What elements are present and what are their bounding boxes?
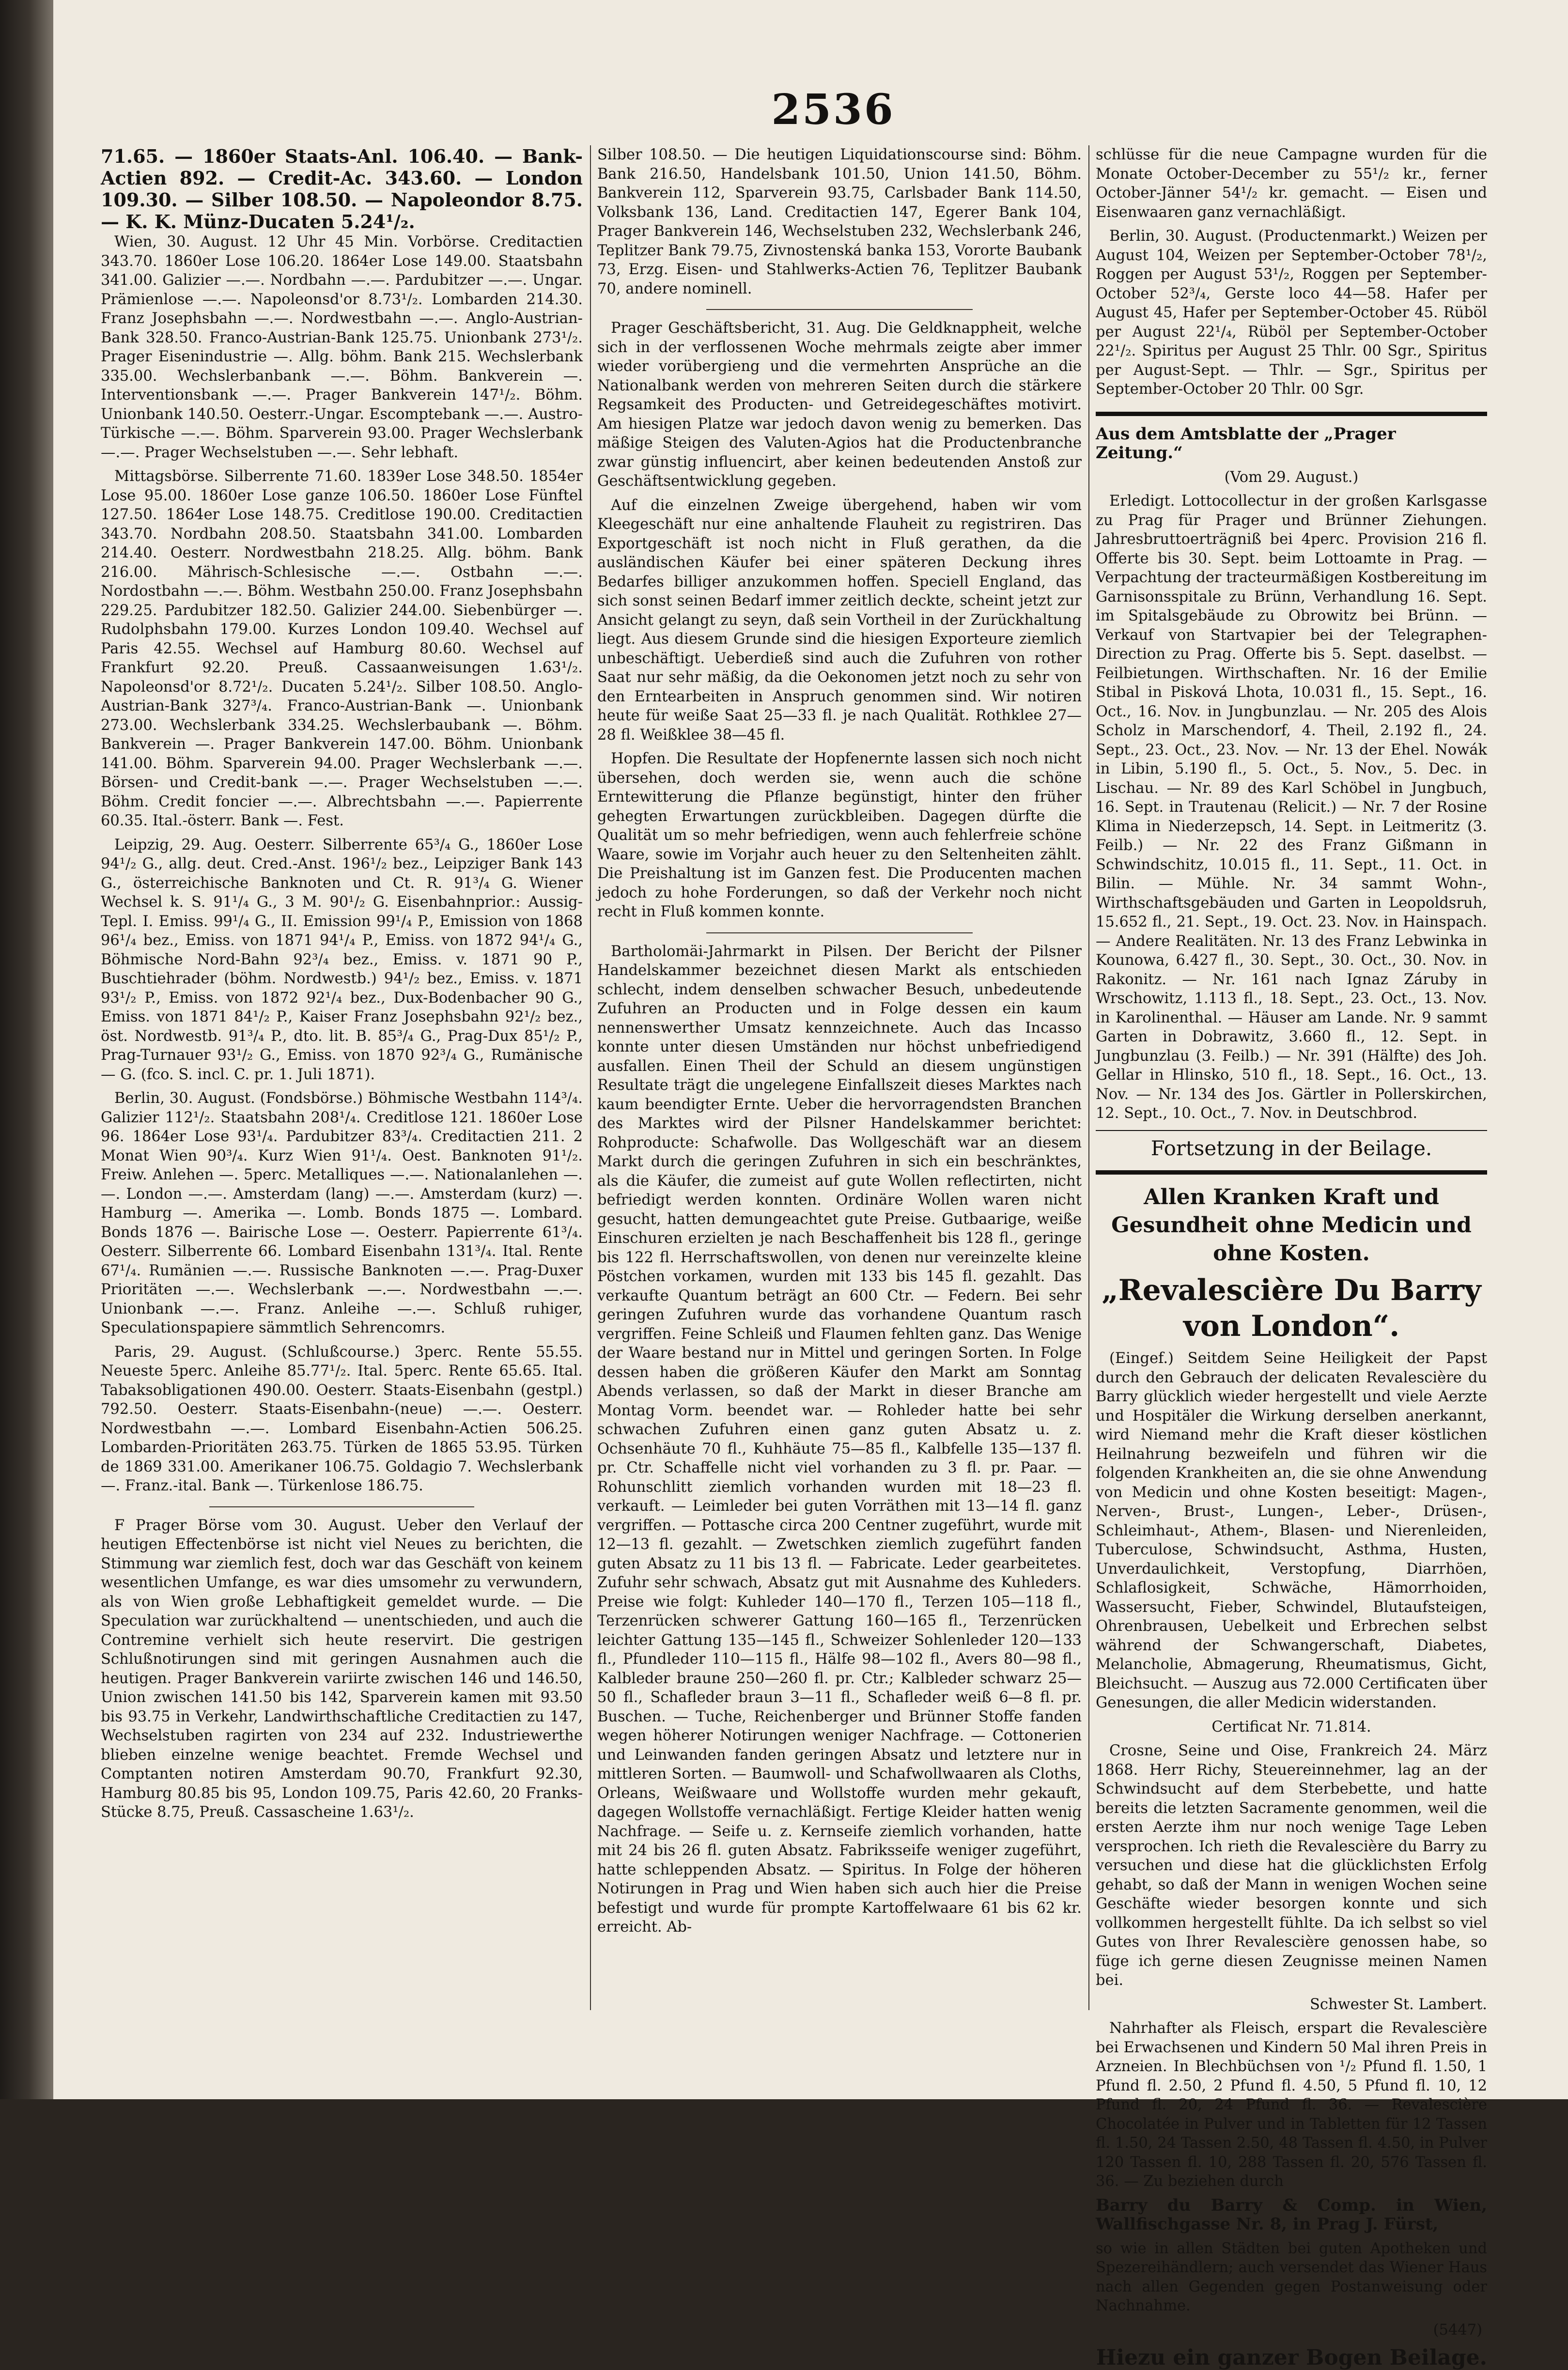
berlin-report: Berlin, 30. August. (Fondsbörse.) Böhmische Westbahn 114³/₄. Galizier 112¹/₂. Staatsbahn 208¹/₄. Creditlose 121. 1860er Lose 96. 1864er Lose 93¹/₄. Pardubitzer 83³/₄. Creditactien 211. 2 Monat Wien 90³/₄. Kurz Wien 91¹/₄. Oest. Banknoten 91¹/₂. Freiw. Anlehen —. 5perc. Metalliques —.—. Nationalanlehen —.—. London —.—. Amsterdam (lang) —.—. Amsterdam (kurz) —. Hamburg —. Amerika —. Lomb. Bonds 1875 —. Lombard. Bonds 1876 —. Bairische Lose —. Oesterr. Papierrente 61³/₄. Oesterr. Silberrente 66. Lombard Eisenbahn 131³/₄. Ital. Rente 67¹/₄. Rumänien —.—. Russische Banknoten —.—. Prag-Duxer Prioritäten —.—. Wechslerbank —.—. Nordwestbahn —.—. Unionbank —.—. Franz. Anleihe —.—. Schluß ruhiger, Speculationspapiere sämmtlich Sehrencomrs. [101,1090,583,1336]
continuation-note: Fortsetzung in der Beilage. [1150,1136,1432,1160]
advertisement-title: „Revalescière Du Barry von London“. [1102,1273,1481,1343]
prague-business-report: Prager Geschäftsbericht, 31. Aug. Die Geldknappheit, welche sich in der verflossenen Woche mehrmals zeigte aber immer wieder vorübergieng und die vermehrten Ansprüche an die Nationalbank werden von mehreren Seiten durch die stärkere Regsamkeit des Producten- und Getreidegeschäftes motivirt. Am hiesigen Platze war jedoch davon wenig zu bemerken. Das mäßige Steigen des Valuten-Agios hat die Productenbranche zwar günstig influencirt, aber keinen bedeutenden Anstoß zur Geschäftsentwicklung gegeben. [597,320,1082,490]
advertisement-certificate: Certificat Nr. 71.814. [1211,1718,1371,1735]
leipzig-report: Leipzig, 29. Aug. Oesterr. Silberrente 65³/₄ G., 1860er Lose 94¹/₂ G., allg. deut. Cred.-Anst. 196¹/₂ bez., Leipziger Bank 143 G., österreichische Banknoten und Ct. R. 91³/₄ G. Wiener Wechsel k. S. 91¹/₄ G., 3 M. 90¹/₂ G. Eisenbahnprior.: Aussig-Tepl. I. Emiss. 99¹/₄ G., II. Emission 99¹/₄ P., Emission von 1868 96¹/₄ bez., Emiss. von 1871 94¹/₄ P., Emiss. von 1872 94¹/₄ G., Böhmische Nord-Bahn 92³/₄ bez., Emiss. v. 1871 90 P., Buschtiehrader (böhm. Nordwestb.) 94¹/₂ bez., Emiss. v. 1871 93¹/₂ P., Emiss. von 1872 92¹/₄ bez., Dux-Bodenbacher 90 G., Emiss. von 1871 84¹/₂ P., Kaiser Franz Josephsbahn 92¹/₂ bez., öst. Nordwestb. 91³/₄ P., dto. lit. B. 85³/₄ G., Prag-Dux 85¹/₂ P., Prag-Turnauer 93¹/₂ G., Emiss. von 1870 92³/₄ G., Rumänische — G. (fco. S. incl. C. pr. 1. Juli 1871). [101,836,583,1083]
section-divider [1096,1130,1487,1131]
liquidation-rates: Silber 108.50. — Die heutigen Liquidationscourse sind: Böhm. Bank 216.50, Handelsbank 101.50, Union 141.50, Böhm. Bankverein 112, Sparverein 93.75, Carlsbader Bank 114.50, Volksbank 136, Land. Creditactien 147, Egerer Bank 104, Prager Bankverein 146, Wechselstuben 232, Wechslerbank 246, Teplitzer Bank 79.75, Zivnostenská banka 153, Vororte Baubank 73, Erzg. Eisen- und Stahlwerks-Actien 76, Teplitzer Baubank 70, andere nominell. [597,146,1082,297]
section-divider [1096,412,1487,416]
advertisement-body: (Eingef.) Seitdem Seine Heiligkeit der Papst durch den Gebrauch der delicaten Revalescière du Barry glücklich wieder hergestellt und viele Aerzte und Hospitäler die Wirkung derselben anerkannt, wird Niemand mehr die Kraft dieser köstlichen Heilnahrung bezweifeln und führen wir die folgenden Krankheiten an, die sie ohne Anwendung von Medicin und ohne Kosten beseitigt: Magen-, Nerven-, Brust-, Lungen-, Leber-, Drüsen-, Schleimhaut-, Athem-, Blasen- und Nierenleiden, Tuberculose, Schwindsucht, Asthma, Husten, Unverdaulichkeit, Verstopfung, Diarrhöen, Schlaflosigkeit, Schwäche, Hämorrhoiden, Wassersucht, Fieber, Schwindel, Blutaufsteigen, Ohrenbrausen, Uebelkeit und Erbrechen selbst während der Schwangerschaft, Diabetes, Melancholie, Abmagerung, Rheumatismus, Gicht, Bleichsucht. — Auszug aus 72.000 Certificaten über Genesungen, die aller Medicin widerstanden. [1096,1350,1487,1711]
section-divider [209,1506,474,1507]
column-rule [1088,145,1089,2010]
section-divider [1096,1170,1487,1175]
vienna-pre-exchange-report: Wien, 30. August. 12 Uhr 45 Min. Vorbörse. Creditactien 343.70. 1860er Lose 106.20. 1864er Lose 149.00. Staatsbahn 341.00. Galizier —.—. Nordbahn —.—. Pardubitzer —.—. Ungar. Prämienlose —.—. Napoleonsd'or 8.73¹/₂. Lombarden 214.30. Franz Josephsbahn —.—. Nordwestbahn —.—. Anglo-Austrian-Bank 328.50. Franco-Austrian-Bank 125.75. Unionbank 273¹/₂. Prager Eisenindustrie —. Allg. böhm. Bank 215. Wechslerbank 335.00. Wechslerbanbank —.—. Böhm. Bankverein —. Interventionsbank —.—. Prager Bankverein 147¹/₂. Böhm. Unionbank 140.50. Oesterr.-Ungar. Escomptebank —.—. Austro-Türkische —.—. Böhm. Sparverein 93.00. Prager Wechslerbank —.—. Prager Wechselstuben —.—. Sehr lebhaft. [101,233,583,461]
column-3 [1096,145,1487,2370]
supplement-note: Hiezu ein ganzer Bogen Beilage. [1096,2345,1487,2370]
advertisement-testimonial: Crosne, Seine und Oise, Frankreich 24. März 1868. Herr Richy, Steuereinnehmer, lag an der Schwindsucht auf dem Sterbebette, und hatte bereits die letzten Sacramente genommen, weil die ersten Aerzte ihm nur noch wenige Tage Leben versprochen. Ich rieth die Revalescière du Barry zu versuchen und diese hat die glücklichsten Erfolg gehabt, so daß der Mann in wenigen Wochen seine Geschäfte wieder besorgen konnte und sich vollkommen hergestellt fühlte. Da ich selbst so viel Gutes von Ihrer Revalescière genossen habe, so füge ich gerne diesen Zeugnisse meinen Namen bei. [1096,1742,1487,1989]
exchange-lead: 71.65. — 1860er Staats-Anl. 106.40. — Bank-Actien 892. — Credit-Ac. 343.60. — London 109.30. — Silber 108.50. — Napoleondor 8.75. — K. K. Münz-Ducaten 5.24¹/₂. [101,145,583,232]
paris-report: Paris, 29. August. (Schlußcourse.) 3perc. Rente 55.55. Neueste 5perc. Anleihe 85.77¹/₂. Ital. 5perc. Rente 65.65. Ital. Tabaksobligationen 490.00. Oesterr. Staats-Eisenbahn (gestpl.) 792.50. Oesterr. Staats-Eisenbahn-(neue) —.—. Oesterr. Nordwestbahn —.—. Lombard Eisenbahn-Actien 506.25. Lombarden-Prioritäten 263.75. Türken de 1865 53.95. Türken de 1869 331.00. Amerikaner 106.75. Goldagio 7. Wechslerbank —. Franz.-ital. Bank —. Türkenlose 186.75. [101,1343,583,1494]
pilsen-fair-report: Bartholomäi-Jahrmarkt in Pilsen. Der Bericht der Pilsner Handelskammer bezeichnet diesen Markt als entschieden schlecht, indem denselben schwacher Besuch, unbedeutende Zufuhren an Producten und in Folge dessen ein kaum nennenswerther Umsatz kennzeichnete. Auch das Incasso konnte unter diesen Umständen nur höchst unbefriedigend ausfallen. Einen Theil der Schuld an diesem ungünstigen Resultate trägt die ungelegene Einfallszeit dieses Marktes nach kaum beendigter Ernte. Ueber die hervorragendsten Branchen des Marktes wird der Pilsner Handelskammer berichtet: Rohproducte: Schafwolle. Das Wollgeschäft war an diesem Markt durch die geringen Zufuhren in sich ein beschränktes, als die Käufer, die zumeist auf gute Wollen reflectirten, nicht befriedigt werden konnten. Ordinäre Wollen waren nicht gesucht, hatten demungeachtet gute Preise. Gutbaarige, weiße Einschuren erzielten je nach Beschaffenheit bis 128 fl., geringe bis 122 fl. Herrschaftswollen, von denen nur vereinzelte kleine Pöstchen vorkamen, wurden mit 133 bis 145 fl. gezahlt. Das verkaufte Quantum beträgt an 600 Ctr. — Federn. Bei sehr geringen Zufuhren wurde das vorhandene Quantum rasch vergriffen. Feine Schleiß und Flaumen fehlten ganz. Das Wenige der Waare bestand nur in Mittel und geringen Sorten. In Folge dessen haben die größeren Käufer den Markt am Sonntag Abends verlassen, so daß der Markt in dieser Branche am Montag Vorm. beendet war. — Rohleder hatte bei sehr schwachen Zufuhren einen ganz guten Absatz u. z. Ochsenhäute 70 fl., Kuhhäute 75—85 fl., Kalbfelle 135—137 fl. pr. Ctr. Schaffelle nicht viel vorhanden zu 3 fl. pr. Paar. — Rohunschlitt ziemlich vorhanden wurden mit 18—23 fl. verkauft. — Leimleder bei guten Vorräthen mit 13—14 fl. ganz vergriffen. — Pottasche circa 200 Centner zugeführt, wurde mit 12—13 fl. gezahlt. — Zwetschken ziemlich zugeführt fanden guten Absatz zu 11 bis 13 fl. — Fabricate. Leder gearbeitetes. Zufuhr sehr schwach, Absatz gut mit Ausnahme des Kuhleders. Preise wie folgt: Kuhleder 140—170 fl., Terzen 105—118 fl., Terzenrücken schwerer Gattung 160—165 fl., Terzenrücken leichter Gattung 135—145 fl., Schweizer Sohlenleder 120—133 fl., Pfundleder 110—115 fl., Hälfe 98—102 fl., Avers 80—98 fl., Kalbleder braune 250—260 fl. pr. Ctr.; Kalbleder schwarz 25—50 fl., Schafleder braun 3—11 fl., Schafleder weiß 6—8 fl. pr. Buschen. — Tuche, Reichenberger und Brünner Stoffe fanden wegen höherer Notirungen weniger Nachfrage. — Cottonerien und Leinwanden fanden geringen Absatz und letztere nur in mittleren Sorten. — Baumwoll- und Schafwollwaaren als Cloths, Orleans, Weißwaare und Wollstoffe wurden mehr gekauft, dagegen Wollstoffe vernachläßigt. Fertige Kleider hatten wenig Nachfrage. — Seife u. z. Kernseife ziemlich vorhanden, hatte mit 24 bis 26 fl. guten Absatz. Fabriksseife weniger zugeführt, hatte schleppenden Absatz. — Spiritus. In Folge der höheren Notirungen in Prag und Wien haben sich auch hier die Preise befestigt und wurde für prompte Kartoffelwaare 61 bis 62 kr. erreicht. Ab- [597,943,1082,1936]
advertisement-prices: Nahrhafter als Fleisch, erspart die Revalescière bei Erwachsenen und Kindern 50 Mal ihren Preis in Arzneien. In Blechbüchsen von ¹/₂ Pfund fl. 1.50, 1 Pfund fl. 2.50, 2 Pfund fl. 4.50, 5 Pfund fl. 10, 12 Pfund fl. 20, 24 Pfund fl. 36. — Revalescière Chocolatée in Pulver und in Tabletten für 12 Tassen fl. 1.50, 24 Tassen 2.50, 48 Tassen fl. 4.50, in Pulver 120 Tassen fl. 10, 288 Tassen fl. 20, 576 Tassen fl. 36. — Zu beziehen durch [1096,2020,1487,2190]
spirit-contracts: schlüsse für die neue Campagne wurden für die Monate October-December zu 55¹/₂ kr., ferner October-Jänner 54¹/₂ kr. gemacht. — Eisen und Eisenwaaren ganz vernachläßigt. [1096,146,1487,221]
page-number: 2536 [771,85,895,134]
advertisement-number: (5447) [1433,2321,1482,2339]
column-1 [101,145,583,2010]
midday-exchange-report: Mittagsbörse. Silberrente 71.60. 1839er Lose 348.50. 1854er Lose 95.00. 1860er Lose ganze 106.50. 1860er Lose Fünftel 127.50. 1864er Lose 148.75. Creditlose 190.00. Creditactien 343.70. Nordbahn 208.50. Staatsbahn 341.00. Lombarden 214.40. Oesterr. Nordwestbahn 218.25. Allg. böhm. Bank 216.00. Mährisch-Schlesische —.—. Ostbahn —.—. Nordostbahn —.—. Böhm. Westbahn 250.00. Franz Josephsbahn 229.25. Pardubitzer 182.50. Galizier 244.00. Siebenbürger —. Rudolphsbahn 179.00. Kurzes London 109.40. Wechsel auf Paris 42.55. Wechsel auf Hamburg 80.60. Wechsel auf Frankfurt 92.20. Preuß. Cassaanweisungen 1.63¹/₂. Napoleonsd'or 8.72¹/₂. Ducaten 5.24¹/₂. Silber 108.50. Anglo-Austrian-Bank 327³/₄. Franco-Austrian-Bank —. Unionbank 273.00. Wechslerbank 334.25. Wechslerbaubank —. Böhm. Bankverein —. Prager Bankverein 147.00. Böhm. Unionbank 141.00. Böhm. Sparverein 94.00. Prager Wechslerbank —.—. Börsen- und Credit-bank —.—. Prager Wechselstuben —.—. Böhm. Credit foncier —.—. Albrechtsbahn —.—. Papierrente 60.35. Ital.-österr. Bank —. Fest. [101,468,583,829]
prague-exchange-report: F Prager Börse vom 30. August. Ueber den Verlauf der heutigen Effectenbörse ist nicht viel Neues zu berichten, die Stimmung war ziemlich fest, doch war das Geschäft von keinem wesentlichen Umfange, es war dies umsomehr zu verwundern, als von Wien große Lebhaftigkeit gemeldet wurde. — Die Speculation war zurückhaltend — unentschieden, und auch die Contremine verhielt sich heute reservirt. Die gestrigen Schlußnotirungen sind mit geringen Ausnahmen auch die heutigen. Prager Bankverein variirte zwischen 146 und 146.50, Union zwischen 141.50 bis 142, Sparverein kamen mit 93.50 bis 93.75 in Verkehr, Landwirthschaftliche Creditactien zu 147, Wechselstuben ragirten von 234 auf 232. Industriewerthe blieben einzelne wenige beachtet. Fremde Wechsel und Comptanten notiren Amsterdam 90.70, Frankfurt 92.30, Hamburg 80.85 bis 95, London 109.75, Paris 42.60, 20 Franks-Stücke 8.75, Preuß. Cassascheine 1.63¹/₂. [101,1517,583,1821]
hops-report: Hopfen. Die Resultate der Hopfenernte lassen sich noch nicht übersehen, doch werden sie, wenn auch die schöne Erntewitterung die Pflanze begünstigt, hinter den früher gehegten Erwartungen zurückbleiben. Dagegen dürfte die Qualität um so mehr befriedigen, wenn auch fehlerfreie schöne Waare, sowie im Vorjahr auch heuer zu den Seltenheiten zählt. Die Preishaltung ist im Ganzen fest. Die Producenten machen jedoch zu hohe Forderungen, so daß der Verkehr noch nicht recht in Fluß kommen konnte. [597,750,1082,920]
section-divider [706,932,973,933]
column-rule [590,145,591,2010]
advertisement-firm: Barry du Barry & Comp. in Wien, Wallfischgasse Nr. 8, in Prag J. Fürst, [1096,2195,1487,2234]
section-divider [706,309,973,310]
scan-edge [0,0,53,2099]
official-gazette-notices: Erledigt. Lottocollectur in der großen Karlsgasse zu Prag für Prager und Brünner Ziehungen. Jahresbruttoerträgniß bei 4perc. Provision 216 fl. Offerte bis 30. Sept. beim Lottoamte in Prag. — Verpachtung der tracteurmäßigen Kostbereitung im Garnisonsspitale zu Brünn, Verhandlung 16. Sept. im Spitalsgebäude zu Obrowitz bei Brünn. — Verkauf von Startvapier bei der Telegraphen-Direction zu Prag. Offerte bis 5. Sept. daselbst. — Feilbietungen. Wirthschaften. Nr. 16 der Emilie Stibal in Pisková Lhota, 10.031 fl., 15. Sept., 16. Oct., 16. Nov. in Jungbunzlau. — Nr. 205 des Alois Scholz in Marschendorf, 4. Theil, 2.192 fl., 24. Sept., 23. Oct., 23. Nov. — Nr. 13 der Ehel. Nowák in Libin, 5.190 fl., 5. Oct., 5. Nov., 5. Dec. in Lischau. — Nr. 89 des Karl Schöbel in Jungbuch, 16. Sept. in Trautenau (Relicit.) — Nr. 7 der Rosine Klima in Niederzepsch, 14. Sept. in Leitmeritz (3. Feilb.) — Nr. 22 des Franz Gißmann in Schwindschitz, 10.015 fl., 11. Sept., 11. Oct. in Bilin. — Mühle. Nr. 34 sammt Wohn-, Wirthschaftsgebäuden und Garten in Leopoldsruh, 15.652 fl., 21. Sept., 19. Oct. 23. Nov. in Hainspach. — Andere Realitäten. Nr. 13 des Franz Lebwinka in Kounowa, 6.427 fl., 30. Sept., 30. Oct., 30. Nov. in Rakonitz. — Nr. 161 nach Ignaz Záruby in Wrschowitz, 1.113 fl., 18. Sept., 23. Oct., 13. Nov. in Karolinenthal. — Häuser am Lande. Nr. 9 sammt Garten in Dobrawitz, 3.660 fl., 12. Sept. in Jungbunzlau (3. Feilb.) — Nr. 391 (Hälfte) des Joh. Gellar in Hlinsko, 510 fl., 18. Sept., 16. Oct., 13. Nov. — Nr. 134 des Jos. Gärtler in Pollerskirchen, 12. Sept., 10. Oct., 7. Nov. in Deutschbrod. [1096,493,1487,1122]
official-gazette-date: (Vom 29. August.) [1224,468,1359,486]
advertisement-headline: Allen Kranken Kraft und Gesundheit ohne Medicin und ohne Kosten. [1111,1185,1472,1266]
official-gazette-title: Aus dem Amtsblatte der „Prager Zeitung.“ [1096,424,1396,463]
column-2 [597,145,1082,2010]
clover-trade-report: Auf die einzelnen Zweige übergehend, haben wir vom Kleegeschäft nur eine anhaltende Flauheit zu registriren. Das Exportgeschäft ist noch nicht in Fluß gerathen, da die ausländischen Käufer bei einer späteren Deckung ihres Bedarfes billiger anzukommen hoffen. Speciell England, das sich sonst seinen Bedarf immer zeitlich deckte, scheint jetzt zur Ansicht gelangt zu seyn, daß sein Vortheil in der Zurückhaltung liegt. Aus diesem Grunde sind die hiesigen Exporteure ziemlich unbeschäftigt. Ueberdieß sind auch die Zufuhren von rother Saat nur sehr mäßig, da die Oekonomen jetzt noch zu sehr von den Erntearbeiten in Anspruch genommen sind. Wir notiren heute für weiße Saat 25—33 fl. je nach Qualität. Rothklee 27—28 fl. Weißklee 38—45 fl. [597,496,1082,744]
berlin-products-report: Berlin, 30. August. (Productenmarkt.) Weizen per August 104, Weizen per September-October 78¹/₂, Roggen per August 53¹/₂, Roggen per September-October 52³/₄, Gerste loco 44—58. Hafer per August 45, Hafer per September-October 45. Rüböl per August 22¹/₄, Rüböl per September-October 22¹/₂. Spiritus per August 25 Thlr. 00 Sgr., Spiritus per August-Sept. — Thlr. — Sgr., Spiritus per September-October 20 Thlr. 00 Sgr. [1096,228,1487,398]
advertisement-distribution: so wie in allen Städten bei guten Apotheken und Spezereihändlern; auch versendet das Wiener Haus nach allen Gegenden gegen Postanweisung oder Nachnahme. [1096,2240,1487,2314]
advertisement-signature: Schwester St. Lambert. [1309,1996,1487,2013]
